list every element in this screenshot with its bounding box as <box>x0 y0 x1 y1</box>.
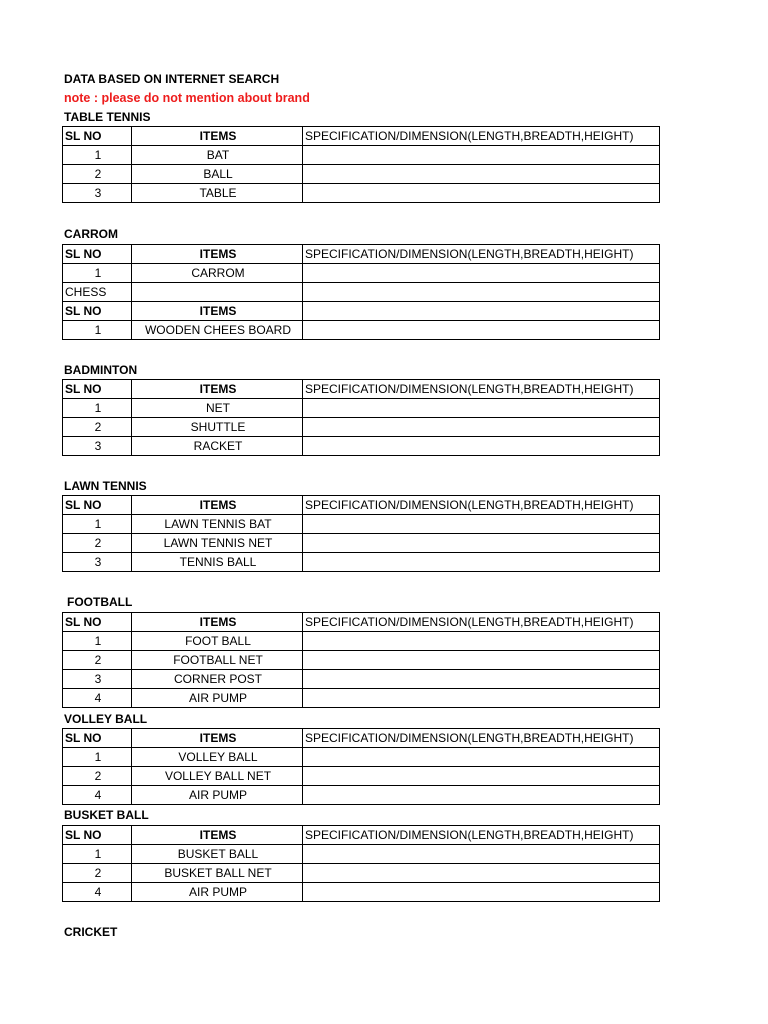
sl-no-cell: 1 <box>63 632 132 651</box>
header-sl-no: SL NO <box>63 496 132 515</box>
item-name-cell: BUSKET BALL <box>132 845 303 864</box>
table-football <box>62 612 660 708</box>
section-heading-busket-ball: BUSKET BALL <box>64 808 149 822</box>
spec-cell[interactable] <box>303 883 660 902</box>
spec-cell[interactable] <box>303 165 660 184</box>
section-heading-carrom: CARROM <box>64 227 118 241</box>
spec-cell[interactable] <box>303 418 660 437</box>
table-header-row <box>63 380 660 399</box>
spec-cell[interactable] <box>303 283 660 302</box>
sl-no-cell: 2 <box>63 651 132 670</box>
table-row <box>63 437 660 456</box>
table-row <box>63 786 660 805</box>
table-row <box>63 670 660 689</box>
header-sl-no: SL NO <box>63 729 132 748</box>
spec-cell[interactable] <box>303 670 660 689</box>
spec-cell[interactable] <box>303 321 660 340</box>
sl-no-cell: 1 <box>63 321 132 340</box>
item-name-cell: FOOTBALL NET <box>132 651 303 670</box>
table-carrom <box>62 244 660 340</box>
table-row <box>63 515 660 534</box>
spec-cell[interactable] <box>303 399 660 418</box>
table-header-row <box>63 127 660 146</box>
table-row <box>63 689 660 708</box>
header-items: ITEMS <box>132 613 303 632</box>
item-name-cell: BUSKET BALL NET <box>132 864 303 883</box>
section-heading-badminton: BADMINTON <box>64 363 138 377</box>
header-items: ITEMS <box>132 496 303 515</box>
item-name-cell: CORNER POST <box>132 670 303 689</box>
header-items: ITEMS <box>132 245 303 264</box>
item-name-cell: AIR PUMP <box>132 786 303 805</box>
section-label-chess: CHESS <box>63 283 132 302</box>
item-name-cell: CARROM <box>132 264 303 283</box>
sl-no-cell: 1 <box>63 264 132 283</box>
sl-no-cell: 1 <box>63 399 132 418</box>
sl-no-cell: 3 <box>63 670 132 689</box>
header-items: ITEMS <box>132 380 303 399</box>
header-sl-no: SL NO <box>63 302 132 321</box>
spec-cell[interactable] <box>303 184 660 203</box>
header-specification: SPECIFICATION/DIMENSION(LENGTH,BREADTH,HEIGHT) <box>303 826 660 845</box>
header-specification: SPECIFICATION/DIMENSION(LENGTH,BREADTH,HEIGHT) <box>303 245 660 264</box>
sl-no-cell: 4 <box>63 786 132 805</box>
sl-no-cell: 2 <box>63 864 132 883</box>
spec-cell[interactable] <box>303 689 660 708</box>
table-header-row <box>63 496 660 515</box>
table-lawn-tennis <box>62 495 660 572</box>
table-row <box>63 165 660 184</box>
item-name-cell: AIR PUMP <box>132 689 303 708</box>
table-table-tennis <box>62 126 660 203</box>
header-items: ITEMS <box>132 127 303 146</box>
sl-no-cell: 4 <box>63 883 132 902</box>
table-header-row <box>63 613 660 632</box>
item-name-cell: LAWN TENNIS BAT <box>132 515 303 534</box>
section-heading-football: FOOTBALL <box>67 595 133 609</box>
item-name-cell: AIR PUMP <box>132 883 303 902</box>
sl-no-cell: 2 <box>63 767 132 786</box>
sl-no-cell: 1 <box>63 146 132 165</box>
item-name-cell: WOODEN CHEES BOARD <box>132 321 303 340</box>
section-label-row <box>63 283 660 302</box>
spec-cell[interactable] <box>303 767 660 786</box>
spec-cell[interactable] <box>303 515 660 534</box>
header-items: ITEMS <box>132 729 303 748</box>
spec-cell[interactable] <box>303 437 660 456</box>
sl-no-cell: 2 <box>63 534 132 553</box>
sl-no-cell: 2 <box>63 418 132 437</box>
spec-cell[interactable] <box>303 632 660 651</box>
table-row <box>63 651 660 670</box>
section-heading-lawn-tennis: LAWN TENNIS <box>64 479 147 493</box>
sl-no-cell: 3 <box>63 184 132 203</box>
table-row <box>63 264 660 283</box>
table-header-row <box>63 245 660 264</box>
table-row <box>63 146 660 165</box>
table-header-row <box>63 826 660 845</box>
table-row <box>63 632 660 651</box>
item-name-cell: FOOT BALL <box>132 632 303 651</box>
header-specification: SPECIFICATION/DIMENSION(LENGTH,BREADTH,HEIGHT) <box>303 613 660 632</box>
section-heading-cricket: CRICKET <box>64 925 118 939</box>
header-specification: SPECIFICATION/DIMENSION(LENGTH,BREADTH,HEIGHT) <box>303 729 660 748</box>
table-row <box>63 767 660 786</box>
item-name-cell: LAWN TENNIS NET <box>132 534 303 553</box>
table-row <box>63 534 660 553</box>
item-name-cell: TENNIS BALL <box>132 553 303 572</box>
spec-cell[interactable] <box>303 748 660 767</box>
spec-cell[interactable] <box>303 264 660 283</box>
table-row <box>63 399 660 418</box>
header-specification: SPECIFICATION/DIMENSION(LENGTH,BREADTH,HEIGHT) <box>303 127 660 146</box>
item-cell[interactable] <box>132 283 303 302</box>
section-heading-table-tennis: TABLE TENNIS <box>64 110 151 124</box>
header-sl-no: SL NO <box>63 826 132 845</box>
header-sl-no: SL NO <box>63 380 132 399</box>
sl-no-cell: 1 <box>63 845 132 864</box>
item-name-cell: BALL <box>132 165 303 184</box>
table-header-row <box>63 729 660 748</box>
table-row <box>63 864 660 883</box>
table-busket-ball <box>62 825 660 902</box>
header-items: ITEMS <box>132 302 303 321</box>
spec-cell[interactable] <box>303 302 660 321</box>
item-name-cell: SHUTTLE <box>132 418 303 437</box>
sl-no-cell: 3 <box>63 553 132 572</box>
section-heading-volley-ball: VOLLEY BALL <box>64 712 148 726</box>
table-row <box>63 321 660 340</box>
item-name-cell: TABLE <box>132 184 303 203</box>
sl-no-cell: 3 <box>63 437 132 456</box>
item-name-cell: VOLLEY BALL <box>132 748 303 767</box>
item-name-cell: RACKET <box>132 437 303 456</box>
header-specification: SPECIFICATION/DIMENSION(LENGTH,BREADTH,HEIGHT) <box>303 380 660 399</box>
header-sl-no: SL NO <box>63 127 132 146</box>
table-row <box>63 553 660 572</box>
spec-cell[interactable] <box>303 786 660 805</box>
spec-cell[interactable] <box>303 534 660 553</box>
header-specification: SPECIFICATION/DIMENSION(LENGTH,BREADTH,HEIGHT) <box>303 496 660 515</box>
spec-cell[interactable] <box>303 146 660 165</box>
table-row <box>63 418 660 437</box>
table-badminton <box>62 379 660 456</box>
item-name-cell: NET <box>132 399 303 418</box>
table-row <box>63 845 660 864</box>
spec-cell[interactable] <box>303 651 660 670</box>
spec-cell[interactable] <box>303 864 660 883</box>
sl-no-cell: 2 <box>63 165 132 184</box>
table-row <box>63 883 660 902</box>
table-row <box>63 748 660 767</box>
table-volley-ball <box>62 728 660 805</box>
sl-no-cell: 1 <box>63 515 132 534</box>
header-sl-no: SL NO <box>63 245 132 264</box>
table-subheader-row <box>63 302 660 321</box>
spec-cell[interactable] <box>303 553 660 572</box>
item-name-cell: VOLLEY BALL NET <box>132 767 303 786</box>
header-sl-no: SL NO <box>63 613 132 632</box>
brand-note: note : please do not mention about brand <box>64 91 310 105</box>
sl-no-cell: 1 <box>63 748 132 767</box>
spec-cell[interactable] <box>303 845 660 864</box>
sl-no-cell: 4 <box>63 689 132 708</box>
item-name-cell: BAT <box>132 146 303 165</box>
table-row <box>63 184 660 203</box>
document-title: DATA BASED ON INTERNET SEARCH <box>64 72 280 86</box>
header-items: ITEMS <box>132 826 303 845</box>
